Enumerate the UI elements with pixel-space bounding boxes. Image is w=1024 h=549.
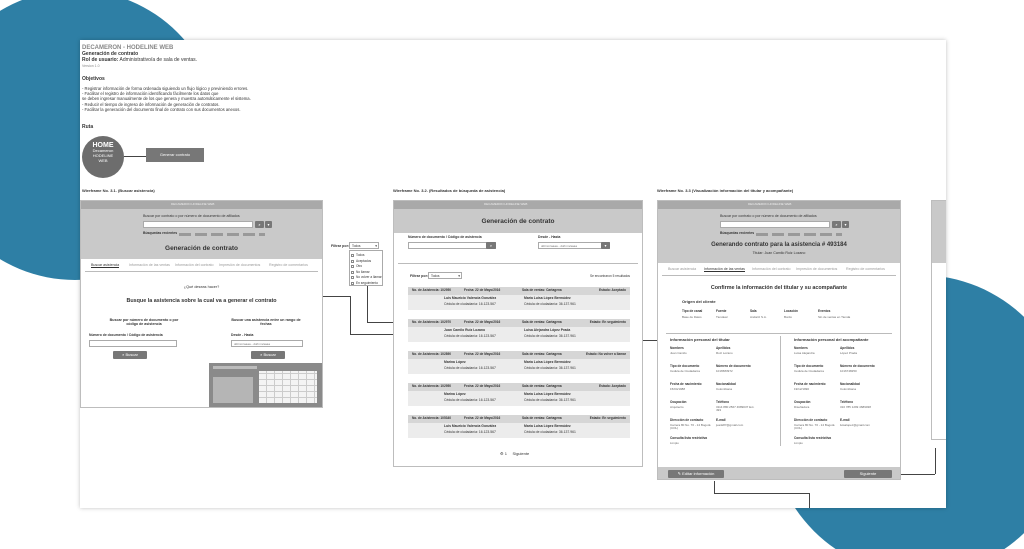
flow-connector-4b [935,448,936,474]
info-value: Colombiana [716,387,733,391]
info-label: Nombres [670,346,684,350]
result-name1: Luis Mauricio Valencia González [444,424,497,428]
wf2-filter-selected: Todos [431,273,440,278]
wf1-left-title: Buscar por número de documento o por código de asistencia [109,318,179,327]
wf2-field1-label: Número de documento / Código de asistencia [408,235,482,239]
origin-value: Base de Datos [682,315,702,319]
wf3-search-input[interactable] [720,221,830,228]
info-label: Nombres [794,346,808,350]
flow-connector-3c [809,493,810,508]
info-label: Número de documento [840,364,875,368]
wf4-header [932,201,946,263]
filter-option-label: No llamar [356,269,370,274]
info-label: Consulta lista restrictiva [794,436,832,440]
wf1-tabs [81,263,323,271]
wf2-filter-select[interactable] [428,272,462,279]
wf3-origin-divider [666,333,892,334]
origin-value: Tiendeal [716,315,728,319]
wf1-caption: Wireframe No. 3.1. (Buscar asistencia) [82,188,155,193]
result-doc1: Cédula de ciudadanía: 16.123.567 [444,430,496,434]
wf2-field2-label: Desde - Hasta [538,235,561,239]
origin-label: Fuente [716,309,727,313]
result-sala: Sala de ventas: Cartagena [522,384,562,388]
result-name2: María Luisa López Bermúdez [524,360,571,364]
wf2-pager-current[interactable]: 1 [504,451,507,456]
info-value: Diseñadora [794,405,810,409]
home-sub: Decameron HODELINE WEB [92,148,114,163]
wf3-heading: Confirme la información del titular y su acompañante [710,285,848,291]
wf3-tab-buscar[interactable]: Buscar asistencia [668,267,697,271]
wf3-recent-label: Búsquedas recientes [720,231,755,235]
wf1-question: ¿Qué deseas hacer? [183,285,220,289]
result-doc1: Cédula de ciudadanía: 16.123.567 [444,302,496,306]
result-sala: Sala de ventas: Cartagena [522,416,562,420]
result-name1: Juan Camilo Ruiz Lozano [444,328,486,332]
info-label: Fecha de nacimiento [670,382,702,386]
origin-label: Eventos [818,309,831,313]
result-header[interactable] [408,415,630,423]
result-header[interactable] [408,287,630,295]
info-label: Nacionalidad [716,382,736,386]
wf3-search-label: Buscar por contrato o por número de documento de afiliados [720,214,817,218]
wf3-acomp-title: Información personal del acompañante [794,337,869,342]
wf1-right-title: Buscar una asistencia entre un rango de fechas [231,318,301,327]
wf2-results-count: Se encontraron 5 resultados [589,274,630,278]
role-line [82,58,197,64]
wf1-calendar-note [213,366,257,369]
objective-item: - Facilitar el registro de información identificando fácilmente los datos que [82,91,219,97]
wf2-header [394,209,642,233]
filter-popup-select[interactable] [349,242,379,249]
wf2-document-input[interactable] [408,242,496,249]
route-step[interactable]: Generar contrato [146,148,204,162]
result-header[interactable] [408,351,630,359]
wf1-dropdown-icon[interactable]: ▾ [265,221,272,228]
wf3-next-button[interactable]: Siguiente [844,470,892,478]
result-sala: Sala de ventas: Cartagena [522,288,562,292]
wf1-date-placeholder: dd/mm/aaaa - dd/mm/aaaa [234,341,271,346]
info-label: E-mail [840,418,850,422]
result-fecha: Fecha: 22 de Mayo/2016 [464,384,501,388]
info-value: 1016748250 [840,369,857,373]
result-body[interactable] [408,295,630,310]
settings-icon[interactable]: ⚙ [500,451,504,456]
origin-value: Bordo [784,315,793,319]
result-name2: Luisa Alejandra López Prada [524,328,571,332]
flow-connector-2 [643,340,657,341]
info-label: Dirección de contacto [670,418,704,422]
info-value: Juan Camilo [670,351,687,355]
wf3-search-icon[interactable]: ⌕ [832,221,841,228]
filter-option-label: Todos [356,253,365,257]
wf2-date-value: dd/mm/aaaa - dd/mm/aaaa [541,243,578,248]
info-label: Teléfono [716,400,730,404]
wireframe-sheet [80,40,946,508]
wf1-right-field-label: Desde - Hasta [231,333,254,337]
chevron-down-icon: ▾ [458,274,460,278]
info-value: Luisa Alejandra [794,351,815,355]
wf1-tab-contrato[interactable]: Información del contrato [175,263,214,267]
result-estado: Estado: En seguimiento [589,320,626,324]
wf3-footer [658,467,900,480]
wf3-tab-contrato[interactable]: Información del contrato [752,267,791,271]
wf3-origin-title: Origen del cliente [682,299,716,304]
info-value: Limpio [670,441,679,445]
wf3-dropdown-icon[interactable]: ▾ [842,221,849,228]
filter-option-label: En seguimiento [356,280,378,285]
origin-label: Tipo de canal [682,309,703,313]
info-value: juank87@gmail.com [716,423,744,427]
role-label: Rol de usuario: [82,57,119,63]
wireframe-3-1 [80,200,323,408]
result-name1: Marina López [444,360,466,364]
result-name2: María Luisa López Bermúdez [524,392,571,396]
info-value: luisalopez@gmail.com [840,423,871,427]
info-value: 19/12/1990 [794,387,810,391]
wf2-calendar-icon[interactable]: ▾ [601,242,610,249]
checkbox-icon[interactable] [351,254,354,257]
wf1-recent-items[interactable] [179,233,265,236]
info-label: Tipo de documento [670,364,700,368]
role-value: Administrativo/a de sala de ventas. [119,57,198,63]
info-value: Carrera 80 No. 70 - 14 Bogotá (COL) [670,423,711,431]
info-value: Limpio [794,441,803,445]
wf3-caption: Wireframe No. 3.3 (Visualización información del titular y acompañante) [657,188,794,193]
origin-value: Sin de ventas en Tienda [818,315,851,319]
result-doc2: Cédula de ciudadanía: 36.137.961 [524,302,576,306]
wireframe-3-4-partial [931,200,946,440]
info-value: Colombiana [840,387,857,391]
home-node [82,136,124,178]
result-estado: Estado: Aceptado [599,384,626,388]
flow-connector-4 [901,474,935,475]
wf2-caption: Wireframe No. 3.2. (Resultados de búsqueda de asistencia) [393,188,506,193]
result-body[interactable] [408,391,630,406]
wf1-heading: Busque la asistencia sobre la cual va a generar el contrato [126,298,277,304]
info-label: Apellidos [716,346,731,350]
wireframe-3-2 [393,200,643,467]
filter-popup-selected: Todos [352,243,361,248]
info-value: López Prada [840,351,858,355]
result-doc2: Cédula de ciudadanía: 36.137.961 [524,334,576,338]
info-label: Dirección de contacto [794,418,828,422]
result-no: No. de Asistencia: 102890 [412,352,452,356]
result-doc1: Cédula de ciudadanía: 16.123.567 [444,366,496,370]
result-body[interactable] [408,423,630,438]
version-label: Version 1.0 [82,64,100,68]
wf2-pager-next[interactable]: Siguiente [512,451,530,456]
result-doc2: Cédula de ciudadanía: 36.137.961 [524,398,576,402]
wf3-strip-text: DECAMERON HODELINE WEB [748,202,792,206]
wf3-title: Generando contrato para la asistencia # 493184 [711,242,847,248]
result-fecha: Fecha: 22 de Mayo/2016 [464,320,501,324]
flow-connector-1c [350,334,393,335]
wf3-tab-impresion[interactable]: Impresión de documentos [796,267,838,271]
wf3-tab-divider [662,275,896,276]
info-value: 15/04/1988 [670,387,686,391]
objectives-title: Objetivos [82,76,105,82]
filter-popup-options[interactable] [349,250,383,286]
result-body[interactable] [408,327,630,342]
info-value: Cédula de Ciudadanía [670,369,700,373]
info-value: 1016583972 [716,369,733,373]
filter-popup [331,240,387,312]
info-label: Ocupación [794,400,811,404]
wf3-header [658,209,900,263]
wf2-divider [398,263,638,264]
result-sala: Sala de ventas: Cartagena [522,320,562,324]
wf1-tab-divider [85,271,318,272]
filter-option-label: Otro [356,264,363,268]
result-no: No. de Asistencia: 102950 [412,288,452,292]
result-name1: Luis Mauricio Valencia González [444,296,497,300]
result-doc1: Cédula de ciudadanía: 16.123.567 [444,398,496,402]
info-value: 310 785 1299 4689038 [840,405,871,409]
wf3-titular-title: Información personal del titular [670,337,730,342]
wf3-tabs [658,267,901,275]
wf1-left-search-button[interactable]: ⌕ Buscar [113,351,147,359]
info-label: Ocupación [670,400,687,404]
wf1-date-range-input[interactable] [231,340,303,347]
info-label: Número de documento [716,364,751,368]
popup-connector [367,286,368,322]
objective-item: se deben ingresar manualmente de los que genera y muestra automáticamente el sistema. [82,96,251,102]
result-name2: María Luisa López Bermúdez [524,424,571,428]
info-label: Tipo de documento [794,364,824,368]
checkbox-icon[interactable] [351,271,354,274]
wf3-tab-comentarios[interactable]: Registro de comentarios [846,267,885,271]
filter-option-label: Aceptados [356,258,372,263]
wf1-search-icon[interactable]: ⌕ [255,221,264,228]
wf1-tab-buscar[interactable]: Buscar asistencia [91,263,120,267]
info-value: Cédula de Ciudadanía [794,369,824,373]
wf3-top-strip [658,201,900,209]
wf3-column-divider [780,336,781,446]
info-value: 3114 880 2567 4689037 Ext. 493 [716,405,755,413]
wf1-top-strip [81,201,322,209]
result-estado: Estado: En seguimiento [589,416,626,420]
filter-popup-label: Filtrar por: [331,244,350,248]
wf1-calendar-side-panel [213,377,253,403]
checkbox-icon[interactable] [351,260,354,263]
result-sala: Sala de ventas: Cartagena [522,352,562,356]
app-title: DECAMERON - HODELINE WEB [82,45,174,51]
wf3-subtitle: Titular: Juan Camilo Ruiz Lozano [752,251,806,255]
wf1-recent-label: Búsquedas recientes [143,231,178,235]
result-no: No. de Asistencia: 105340 [412,416,452,420]
objective-item: - Reducir el tiempo de ingreso de información de generación de contratos. [82,101,220,107]
route-connector [124,156,146,157]
wf3-recent-items[interactable] [756,233,842,236]
wf1-search-input[interactable] [143,221,253,228]
wf1-tab-impresion[interactable]: Impresión de documentos [219,263,261,267]
result-header[interactable] [408,319,630,327]
checkbox-icon[interactable] [351,265,354,268]
doc-subtitle: Generación de contrato [82,51,139,57]
info-value: Carrera 80 No. 70 - 14 Bogotá (COL) [794,423,835,431]
filter-option[interactable] [350,281,382,287]
wf3-edit-button[interactable]: ✎ Editar información [668,470,724,478]
info-label: Consulta lista restrictiva [670,436,708,440]
info-label: Fecha de nacimiento [794,382,826,386]
wf1-left-field-label: Número de documento / Código de asistencia [89,333,163,337]
info-label: Teléfono [840,400,854,404]
info-value: Ruiz Lozano [716,351,733,355]
wf3-tab-ventas[interactable]: Información de las ventas [704,267,745,271]
wf1-header [81,209,322,259]
objective-item: - Registrar información de forma ordenada siguiendo un flujo lógico y previniendo errores. [82,86,249,91]
info-label: E-mail [716,418,726,422]
wf1-document-input[interactable] [89,340,177,347]
result-doc2: Cédula de ciudadanía: 36.137.961 [524,430,576,434]
result-name1: Marina López [444,392,466,396]
checkbox-icon[interactable] [351,276,354,279]
wf2-date-range-input[interactable] [538,242,610,249]
origin-label: Locación [784,309,798,313]
wf1-right-search-button[interactable]: ⌕ Buscar [251,351,285,359]
wf1-tab-comentarios[interactable]: Registro de comentarios [269,263,308,267]
wf1-calendar-grid[interactable] [259,371,317,403]
info-label: Apellidos [840,346,855,350]
checkbox-icon[interactable] [351,282,354,285]
result-estado: Estado: No volver a llamar [585,352,626,356]
result-no: No. de Asistencia: 102950 [412,384,452,388]
home-label: HOME [92,142,114,149]
result-doc2: Cédula de ciudadanía: 36.137.961 [524,366,576,370]
wf1-strip-text: DECAMERON HODELINE WEB [171,202,215,206]
wf1-tab-ventas[interactable]: Información de las ventas [129,263,170,267]
result-fecha: Fecha: 22 de Mayo/2016 [464,416,501,420]
origin-value: Andariz S.A. [750,315,767,319]
result-body[interactable] [408,359,630,374]
wf2-top-strip [394,201,642,209]
route-title: Ruta [82,124,94,130]
info-value: Arquitecto [670,405,684,409]
popup-connector-b [367,322,393,323]
objective-item: - Facilitar la generación del documento final de contrato con sus documentos anexos. [82,106,241,112]
wf2-strip-text: DECAMERON HODELINE WEB [484,202,528,206]
origin-label: Sala [750,309,757,313]
wf2-pager[interactable] [500,452,529,457]
wf2-filter-label: Filtrar por: [410,274,429,278]
wf1-title: Generación de contrato [165,245,238,252]
info-label: Nacionalidad [840,382,860,386]
result-fecha: Fecha: 22 de Mayo/2016 [464,288,501,292]
result-estado: Estado: Aceptado [599,288,626,292]
wf2-title: Generación de contrato [481,218,555,225]
wireframe-3-3 [657,200,901,480]
result-fecha: Fecha: 22 de Mayo/2016 [464,352,501,356]
result-name2: María Luisa López Bermúdez [524,296,571,300]
filter-option-label: No volver a llamar [356,275,382,279]
wf2-search-icon[interactable]: ⌕ [486,242,496,249]
result-no: No. de Asistencia: 102970 [412,320,452,324]
chevron-down-icon: ▾ [375,244,377,248]
result-doc1: Cédula de ciudadanía: 16.123.567 [444,334,496,338]
wf1-calendar-overlay[interactable] [209,363,323,407]
wf1-search-label: Buscar por contrato o por número de documento de afiliados [143,214,240,218]
flow-connector-3 [714,481,715,493]
flow-connector-3b [714,493,809,494]
result-header[interactable] [408,383,630,391]
